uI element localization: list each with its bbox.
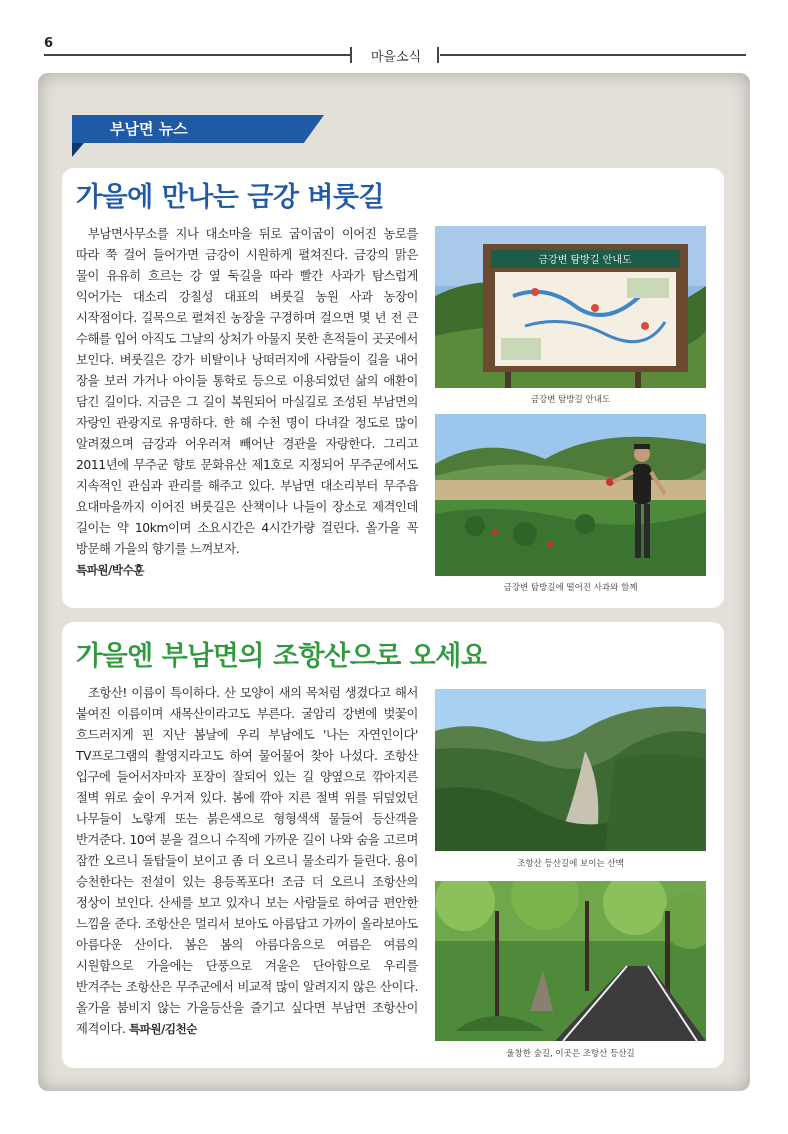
photo-forest-trail bbox=[435, 881, 706, 1041]
ribbon-label: 부남면 뉴스 bbox=[110, 120, 188, 138]
header-tick-right bbox=[437, 47, 439, 63]
ribbon-fold bbox=[72, 143, 84, 157]
article1-body bbox=[76, 224, 418, 581]
header-tick-left bbox=[350, 47, 352, 63]
header-rule-left bbox=[44, 54, 350, 56]
photo-mountain-ridge bbox=[435, 689, 706, 851]
photo-trail-map-sign bbox=[435, 226, 706, 388]
article1-author: 특파원/박수훈 bbox=[76, 563, 145, 577]
photo2-caption: 금강변 탐방길에 떨어진 사과와 함께 bbox=[503, 583, 638, 593]
photo4-caption: 울창한 숲길, 이곳은 조항산 등산길 bbox=[506, 1049, 635, 1059]
article1-title: 가을에 만나는 금강 벼룻길 bbox=[76, 182, 385, 213]
article2-body bbox=[76, 683, 418, 1040]
article1-text: 부남면사무소를 지나 대소마을 뒤로 굽이굽이 이어진 농로를 따라 쭉 걸어 들어가면 금강이 시원하게 펼쳐진다. 금강의 맑은 물이 유유히 흐르는 강 옆 둑길을 따라 빨간 사과가 탐스럽게 익어가는 대소리 강칠성 대표의 벼룻길 농원 사과 농장이 시작점이다. 길목으로 펼쳐진 농장을 구경하며 걸으면 몇 년 전 큰 수해를 입어 아직도 그날의 상처가 아물지 못한 흔적들이 곳곳에서 보인다. 벼룻길은 강가 비탈이나 낭떠러지에 사람들이 길을 내어 장을 보러 가거나 아이들 통학로 등으로 이용되었던 삶의 애환이 담긴 길이다. 지금은 그 길이 복원되어 마실길로 조성된 부남면의 자랑인 관광지로 유명하다. 한 해 수천 명이 다녀갈 정도로 많이 알려졌으며 금강과 어우러져 빼어난 경관을 자랑한다. 그리고 2011년에 무주군 향토 문화유산 제1호로 지정되어 무주군에서도 지속적인 관심과 관리를 해주고 있다. 부남면 대소리부터 무주읍 요대마을까지 이어진 벼룻길은 산책이나 나들이 장소로 제격인데 길이는 약 10km이며 소요시간은 4시간가량 걸린다. 올가을 꼭 방문해 가을의 향기를 느껴보자. bbox=[76, 227, 418, 556]
page-number: 6 bbox=[44, 36, 54, 51]
section-title: 마을소식 bbox=[370, 50, 422, 65]
photo1-caption: 금강변 탐방길 안내도 bbox=[530, 395, 611, 405]
photo-sign-text: 금강변 탐방길 안내도 bbox=[538, 255, 632, 266]
photo-apple-orchard bbox=[435, 414, 706, 576]
article2-author: 특파원/김천순 bbox=[128, 1022, 198, 1036]
header-rule-right bbox=[440, 54, 746, 56]
article2-title: 가을엔 부남면의 조항산으로 오세요 bbox=[76, 641, 487, 672]
article2-text: 조항산! 이름이 특이하다. 산 모양이 새의 목처럼 생겼다고 해서 붙여진 이름이며 새목산이라고도 부른다. 굴암리 강변에 벚꽃이 흐드러지게 핀 지난 봄날에 우리 부남에도 '나는 자연인이다' TV프로그램의 촬영지라고도 하여 물어물어 찾아 나섰다. 조항산 입구에 들어서자마자 포장이 잘되어 있는 길 양옆으로 깎아지른 절벽 위로 숲이 우거져 있다. 봄에 깎아 지른 절벽 위를 뒤덮었던 나무들이 노랗게 또는 붉은색으로 형형색색 물들어 등산객을 반겨준다. 10여 분을 걸으니 수직에 가까운 길이 나와 숨을 고르며 잠깐 오르니 돌탑들이 보이고 좀 더 오르니 물소리가 들린다. 용이 승천한다는 전설이 있는 용등폭포다! 조금 더 오르니 조항산의 정상이 보인다. 산세를 보고 있자니 보는 사람들로 하여금 편안한 느낌을 준다. 조항산은 멀리서 보아도 아름답고 가까이 올라보아도 아름다운 산이다. 봄은 봄의 아름다움으로 여름은 여름의 시원함으로 가을에는 단풍으로 겨울은 단아함으로 우리를 반겨주는 조항산은 무주군에서 비교적 많이 알려지지 않은 산이다. 올가을 붐비지 않는 가을등산을 즐기고 싶다면 부남면 조항산이 제격이다. bbox=[76, 686, 418, 1036]
photo3-caption: 조항산 등산길에 보이는 산맥 bbox=[517, 859, 624, 869]
